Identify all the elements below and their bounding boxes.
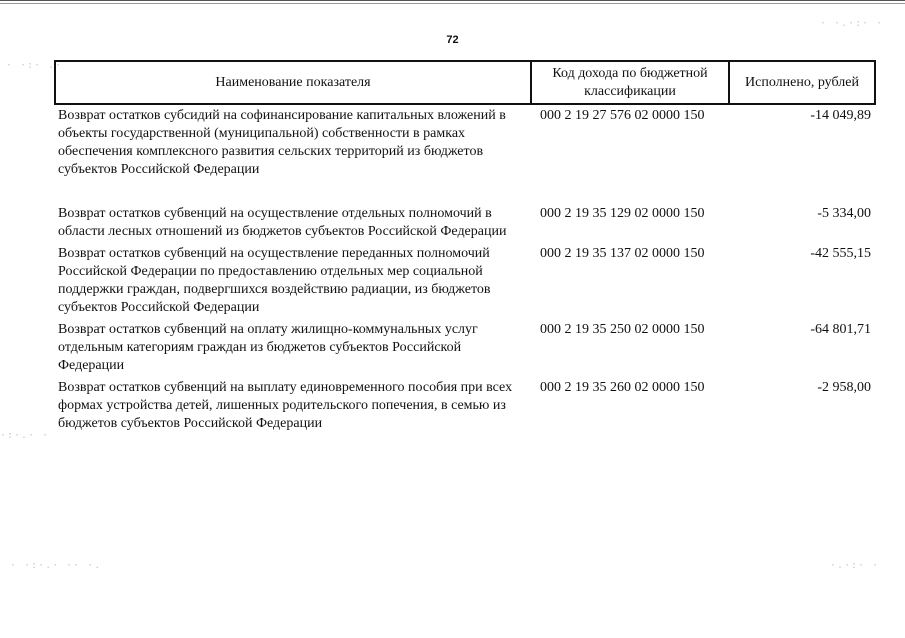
amount-executed: -2 958,00 (817, 380, 871, 395)
income-code: 000 2 19 35 250 02 0000 150 (540, 322, 705, 337)
table-row (55, 104, 875, 205)
budget-report-table (54, 60, 876, 437)
table-row (55, 321, 875, 379)
page-top-edge (0, 0, 905, 4)
income-code: 000 2 19 35 260 02 0000 150 (540, 380, 705, 395)
amount-executed: -5 334,00 (817, 206, 871, 221)
column-header-code: Код дохода по бюджетной классификации (531, 61, 729, 104)
indicator-name: Возврат остатков субвенций на выплату единовременного пособия при всех формах устройства детей, лишенных родительского попечения, в семью из бюджетов субъектов Российской Федерации (58, 380, 513, 431)
scan-noise: ·:·.· · (0, 430, 50, 441)
table-row (55, 245, 875, 321)
column-header-name: Наименование показателя (55, 61, 531, 104)
amount-executed: -42 555,15 (810, 246, 871, 261)
table-row (55, 205, 875, 245)
indicator-name: Возврат остатков субвенций на оплату жилищно-коммунальных услуг отдельным категориям граждан из бюджетов субъектов Российской Федерации (58, 322, 478, 373)
amount-executed: -64 801,71 (810, 322, 871, 337)
indicator-name: Возврат остатков субвенций на осуществление переданных полномочий Российской Федерации по предоставлению отдельных мер социальной поддержки граждан, подвергшихся воздействию радиации, из бюджетов субъектов Российской Федерации (58, 246, 491, 315)
table-row (55, 379, 875, 437)
indicator-name: Возврат остатков субсидий на софинансирование капитальных вложений в объекты государственной (муниципальной) собственности в рамках обеспечения комплексного развития сельских территорий из бюджетов субъектов Российской Федерации (58, 108, 506, 177)
income-code: 000 2 19 35 137 02 0000 150 (540, 246, 705, 261)
scan-noise: · ·:· .· (6, 60, 63, 71)
income-code: 000 2 19 35 129 02 0000 150 (540, 206, 705, 221)
indicator-name: Возврат остатков субвенций на осуществление отдельных полномочий в области лесных отношений из бюджетов субъектов Российской Федерации (58, 206, 507, 239)
page-number: 72 (446, 34, 459, 46)
scan-noise: · ·.·:· · (820, 18, 884, 29)
amount-executed: -14 049,89 (810, 108, 871, 123)
column-header-amount: Исполнено, рублей (729, 61, 875, 104)
table-header-row (55, 61, 875, 104)
scan-noise: ·.·:· · (830, 560, 880, 571)
scan-noise: · ·:·.· ·· ·. (10, 560, 102, 571)
income-code: 000 2 19 27 576 02 0000 150 (540, 108, 705, 123)
